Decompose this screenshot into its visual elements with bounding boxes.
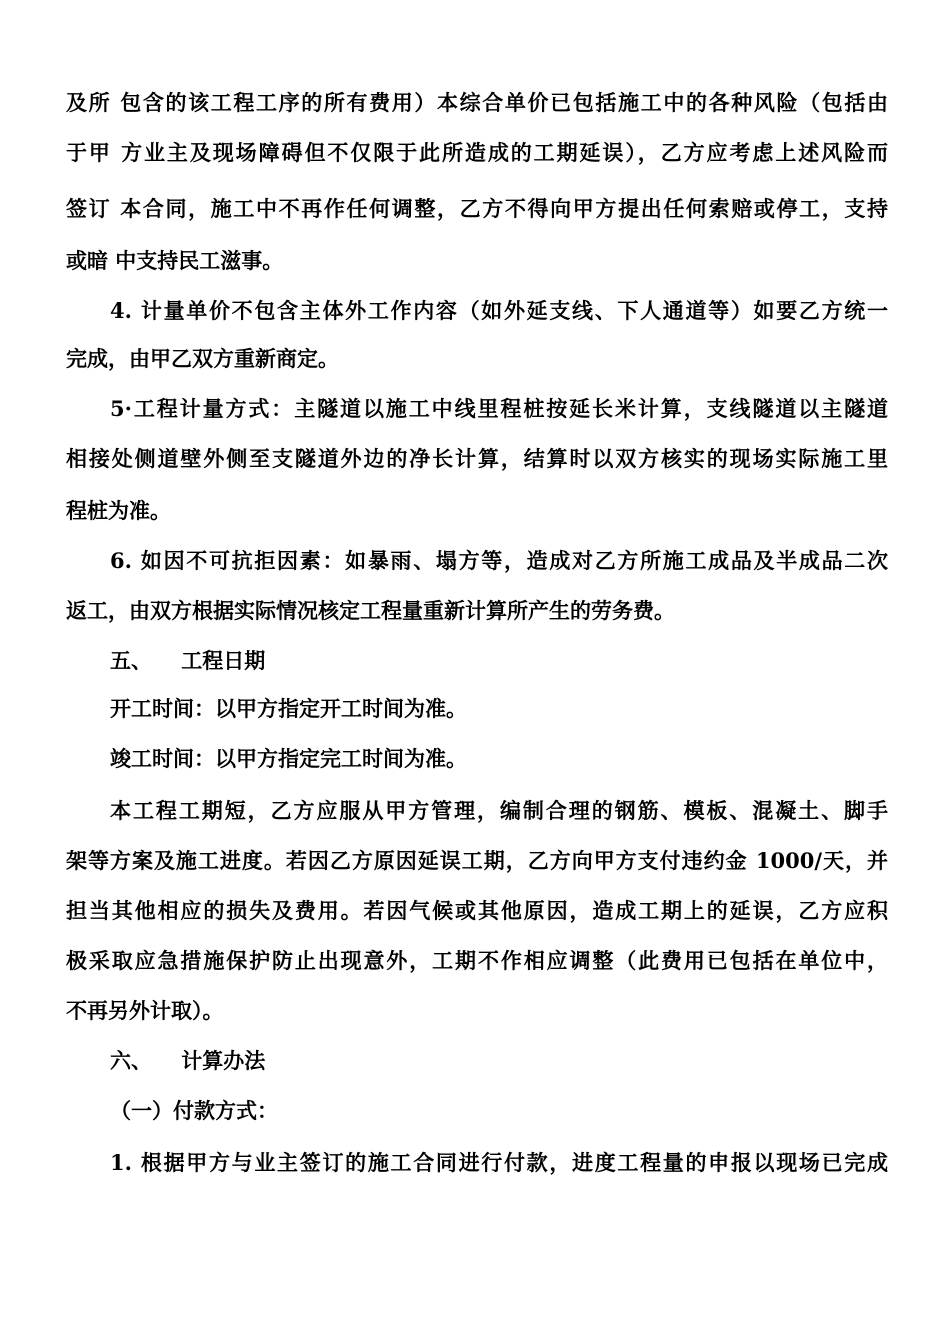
clause-6-line: 6. 如因不可抗拒因素：如暴雨、塌方等，造成对乙方所施工成品及半成品二次 [110,548,888,573]
payment-method-heading: （一）付款方式： [110,1098,278,1123]
schedule-paragraph-line: 极采取应急措施保护防止出现意外，工期不作相应调整（此费用已包括在单位中， [66,948,888,973]
clause-4-line: 4. 计量单价不包含主体外工作内容（如外延支线、下人通道等）如要乙方统一 [110,298,888,323]
schedule-paragraph-line: 担当其他相应的损失及费用。若因气候或其他原因，造成工期上的延误，乙方应积 [66,898,888,923]
payment-clause-1-line: 1. 根据甲方与业主签订的施工合同进行付款，进度工程量的申报以现场已完成 [110,1150,888,1175]
clause-5-line: 程桩为准。 [66,498,171,523]
clause-4-line: 完成，由甲乙双方重新商定。 [66,346,339,371]
schedule-paragraph-line: 架等方案及施工进度。若因乙方原因延误工期，乙方向甲方支付违约金 1000/天，并 [66,848,888,873]
paragraph-line: 或暗 中支持民工滋事。 [66,248,284,273]
clause-5-line: 5·工程计量方式：主隧道以施工中线里程桩按延长米计算，支线隧道以主隧道 [110,396,888,421]
clause-5-line: 相接处侧道壁外侧至支隧道外边的净长计算，结算时以双方核实的现场实际施工里 [66,446,888,471]
paragraph-line: 签订 本合同，施工中不再作任何调整，乙方不得向甲方提出任何索赔或停工，支持 [66,196,888,221]
completion-time-line: 竣工时间：以甲方指定完工时间为准。 [110,746,467,771]
paragraph-line: 于甲 方业主及现场障碍但不仅限于此所造成的工期延误），乙方应考虑上述风险而 [66,140,888,165]
schedule-paragraph-line: 不再另外计取）。 [66,998,224,1023]
start-time-line: 开工时间：以甲方指定开工时间为准。 [110,696,467,721]
clause-6-line: 返工，由双方根据实际情况核定工程量重新计算所产生的劳务费。 [66,598,675,623]
paragraph-line: 及所 包含的该工程工序的所有费用）本综合单价已包括施工中的各种风险（包括由 [66,90,888,115]
section-heading-5: 五、 工程日期 [110,648,266,673]
section-heading-6: 六、 计算办法 [110,1048,266,1073]
schedule-paragraph-line: 本工程工期短，乙方应服从甲方管理，编制合理的钢筋、模板、混凝土、脚手 [110,798,888,823]
